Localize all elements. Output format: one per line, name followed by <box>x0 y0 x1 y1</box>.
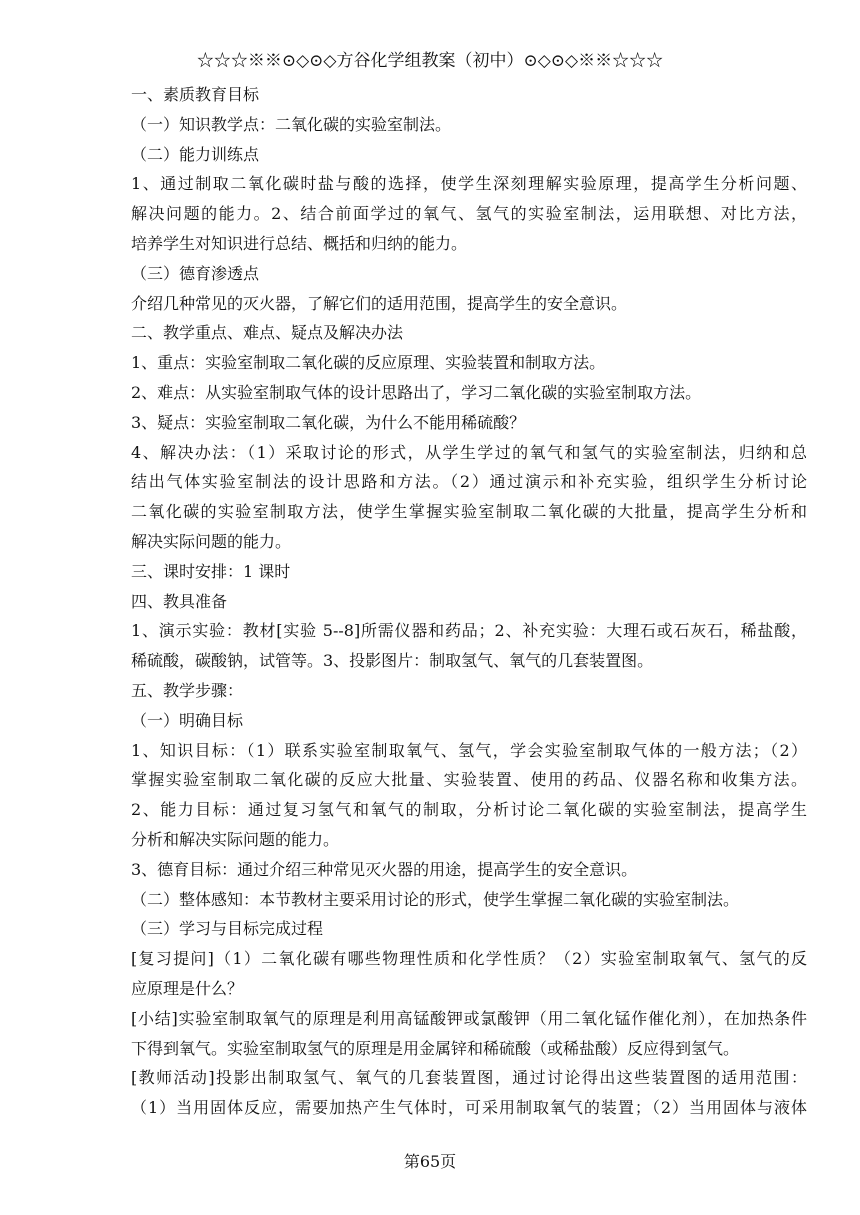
text-line: （二）能力训练点 <box>131 144 260 164</box>
text-line: 2、难点：从实验室制取气体的设计思路出了，学习二氧化碳的实验室制取方法。 <box>131 382 702 402</box>
text-line: （一）明确目标 <box>131 710 244 730</box>
text-line: 稀硫酸，碳酸钠，试管等。3、投影图片：制取氢气、氧气的几套装置图。 <box>131 651 654 671</box>
text-line: 下得到氧气。实验室制取氢气的原理是用金属锌和稀硫酸（或稀盐酸）反应得到氢气。 <box>131 1038 740 1058</box>
text-line: 解决实际问题的能力。 <box>131 531 292 551</box>
text-line: 一、素质教育目标 <box>131 85 260 104</box>
text-line: 三、课时安排：1 课时 <box>131 561 291 581</box>
text-line: （二）整体感知：本节教材主要采用讨论的形式，使学生掌握二氧化碳的实验室制法。 <box>131 889 740 909</box>
page-header: ☆☆☆※※⊙◇⊙◇方谷化学组教案（初中）⊙◇⊙◇※※☆☆☆ <box>196 51 664 71</box>
text-line: 3、德育目标：通过介绍三种常见灭火器的用途，提高学生的安全意识。 <box>131 859 638 879</box>
text-line: 1、知识目标：（1）联系实验室制取氧气、氢气，学会实验室制取气体的一般方法；（2） <box>131 740 807 760</box>
document-body <box>131 80 807 1123</box>
text-line: 五、教学步骤： <box>131 680 244 700</box>
text-line: 培养学生对知识进行总结、概括和归纳的能力。 <box>131 233 468 253</box>
text-line: （三）德育渗透点 <box>131 263 260 283</box>
text-line: 分析和解决实际问题的能力。 <box>131 829 340 849</box>
text-line: （1）当用固体反应，需要加热产生气体时，可采用制取氧气的装置；（2）当用固体与液体 <box>131 1098 807 1118</box>
text-line: 1、演示实验：教材[实验 5--8]所需仪器和药品；2、补充实验：大理石或石灰石，稀盐酸， <box>131 621 807 641</box>
text-line: 二、教学重点、难点、疑点及解决办法 <box>131 323 404 343</box>
text-line: 结出气体实验室制法的设计思路和方法。（2）通过演示和补充实验，组织学生分析讨论 <box>131 472 807 492</box>
page-footer: 第65页 <box>403 1152 457 1171</box>
text-line: [教师活动]投影出制取氢气、氧气的几套装置图，通过讨论得出这些装置图的适用范围： <box>131 1068 807 1088</box>
text-line: 掌握实验室制取二氧化碳的反应大批量、实验装置、使用的药品、仪器名称和收集方法。 <box>131 770 807 790</box>
text-line: 3、疑点：实验室制取二氧化碳，为什么不能用稀硫酸？ <box>131 412 526 432</box>
text-line: 1、通过制取二氧化碳时盐与酸的选择，使学生深刻理解实验原理，提高学生分析问题、 <box>131 174 807 194</box>
text-line: （三）学习与目标完成过程 <box>131 919 324 939</box>
text-line: 四、教具准备 <box>131 591 228 611</box>
text-line: [复习提问]（1）二氧化碳有哪些物理性质和化学性质？（2）实验室制取氧气、氢气的反 <box>131 949 807 969</box>
text-line: [小结]实验室制取氧气的原理是利用高锰酸钾或氯酸钾（用二氧化锰作催化剂），在加热条件 <box>131 1008 807 1028</box>
text-line: 解决问题的能力。2、结合前面学过的氧气、氢气的实验室制法，运用联想、对比方法， <box>131 204 807 224</box>
text-line: 1、重点：实验室制取二氧化碳的反应原理、实验装置和制取方法。 <box>131 353 606 373</box>
text-line: 二氧化碳的实验室制取方法，使学生掌握实验室制取二氧化碳的大批量，提高学生分析和 <box>131 502 807 522</box>
text-line: 应原理是什么？ <box>131 978 244 998</box>
text-line: 4、解决办法：（1）采取讨论的形式，从学生学过的氧气和氢气的实验室制法，归纳和总 <box>131 442 807 462</box>
text-line: 介绍几种常见的灭火器，了解它们的适用范围，提高学生的安全意识。 <box>131 293 628 313</box>
text-line: （一）知识教学点：二氧化碳的实验室制法。 <box>131 114 452 134</box>
text-line: 2、能力目标：通过复习氢气和氧气的制取，分析讨论二氧化碳的实验室制法，提高学生 <box>131 800 807 820</box>
